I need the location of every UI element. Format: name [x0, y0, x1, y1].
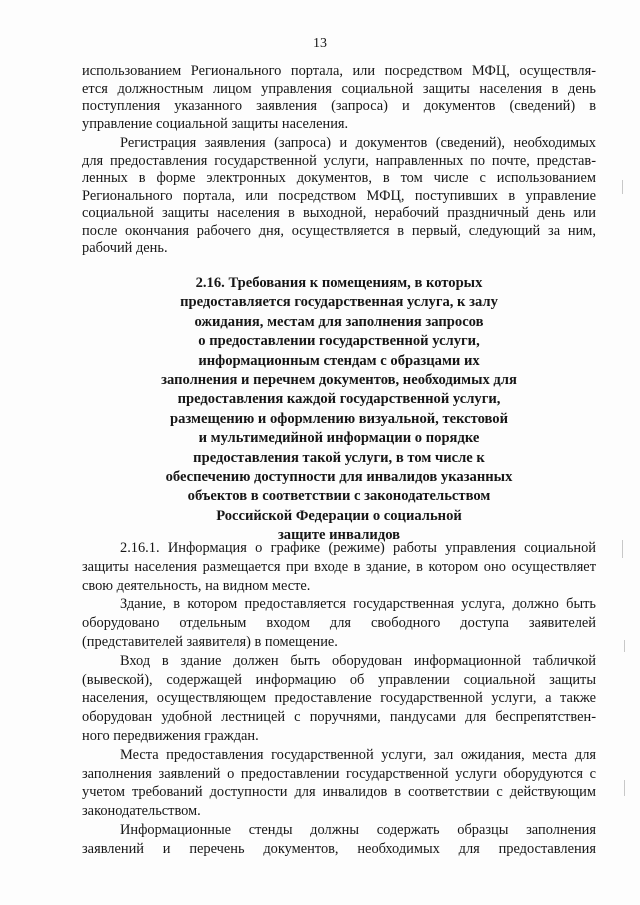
paragraph-submission-continuation [82, 63, 596, 133]
page-number: 13 [313, 36, 327, 51]
text-line: учетом требований доступности для инвалидов в соответствии с действующим [82, 784, 596, 801]
paragraph-places [82, 746, 596, 821]
text-line: оборудован удобной лестницей с поручнями, пандусами для беспрепятствен- [82, 709, 596, 726]
paragraph-registration [82, 135, 596, 258]
text-line: поступления указанного заявления (запроса) и документов (сведений) в [82, 98, 596, 114]
heading-line: Российской Федерации о социальной [216, 507, 462, 524]
text-line: Регистрация заявления (запроса) и документов (сведений), необходимых [120, 135, 596, 151]
text-line: ется должностным лицом управления социальной защиты населения в день [82, 80, 596, 97]
heading-line: и мультимедийной информации о порядке [198, 430, 480, 447]
text-line: (представителей заявителя) в помещение. [82, 633, 338, 650]
scan-artifact [622, 180, 623, 194]
text-line: Информационные стенды должны содержать образцы заполнения [120, 821, 596, 838]
text-line: рабочий день. [82, 240, 168, 256]
heading-line: о предоставлении государственной услуги, [198, 333, 480, 350]
heading-line: защите инвалидов [277, 527, 401, 544]
heading-line: 2.16. Требования к помещениям, в которых [195, 275, 483, 291]
paragraph-building [82, 595, 596, 651]
text-line: Места предоставления государственной услуги, зал ожидания, места для [120, 746, 596, 763]
text-line: использованием Регионального портала, или посредством МФЦ, осуществля- [82, 63, 596, 79]
heading-line: ожидания, местам для заполнения запросов [194, 313, 484, 330]
text-line: защиты населения размещается при входе в здание, в котором оно осуществляет [82, 558, 596, 575]
heading-line: размещению и оформлению визуальной, текстовой [169, 410, 509, 427]
heading-line: обеспечению доступности для инвалидов указанных [165, 469, 513, 486]
text-line: для предоставления государственной услуги, направленных по почте, представ- [82, 152, 596, 169]
text-line: заполнения заявлений о предоставлении государственной услуги оборудуются с [82, 765, 596, 782]
heading-line: предоставления такой услуги, в том числе к [193, 449, 485, 466]
text-line: социальной защиты населения в выходной, нерабочий праздничный день или [82, 205, 596, 221]
text-line: 2.16.1. Информация о графике (режиме) работы управления социальной [120, 540, 596, 556]
text-line: Регионального портала, или посредством МФЦ, поступивших в управление [82, 187, 596, 204]
scan-artifact [624, 780, 625, 796]
text-line: свою деятельность, на видном месте. [82, 577, 311, 594]
paragraph-stands [82, 821, 596, 859]
text-line: оборудовано отдельным входом для свободного доступа заявителей [82, 615, 596, 632]
paragraph-2-16-1 [82, 539, 596, 595]
text-line: населения, осуществляющем предоставление государственной услуги, а также [82, 690, 596, 707]
heading-line: объектов в соответствии с законодательством [187, 488, 491, 505]
text-line: управление социальной защиты населения. [82, 115, 349, 132]
text-line: законодательством. [82, 803, 201, 820]
text-line: ленных в форме электронных документов, в том числе с использованием [82, 170, 596, 186]
section-2-16-body [82, 539, 596, 859]
heading-line: заполнения и перечнем документов, необходимых для [161, 372, 517, 389]
text-line: после окончания рабочего дня, осуществляется в первый, следующий за ним, [82, 222, 596, 239]
heading-line: информационным стендам с образцами их [198, 352, 480, 369]
heading-line: предоставляется государственная услуга, к залу [180, 294, 498, 311]
text-line: заявлений и перечень документов, необходимых для предоставления [82, 840, 596, 857]
text-line: Вход в здание должен быть оборудован информационной табличкой [120, 652, 596, 669]
scan-artifact [624, 640, 625, 652]
scan-artifact [622, 540, 623, 558]
text-line: (вывеской), содержащей информацию об управлении социальной защиты [82, 671, 596, 688]
heading-line: предоставления каждой государственной услуги, [177, 391, 501, 408]
text-line: ного передвижения граждан. [82, 727, 259, 744]
text-line: Здание, в котором предоставляется государственная услуга, должно быть [120, 596, 596, 613]
section-heading-2-16 [82, 274, 596, 546]
paragraph-entrance [82, 652, 596, 746]
